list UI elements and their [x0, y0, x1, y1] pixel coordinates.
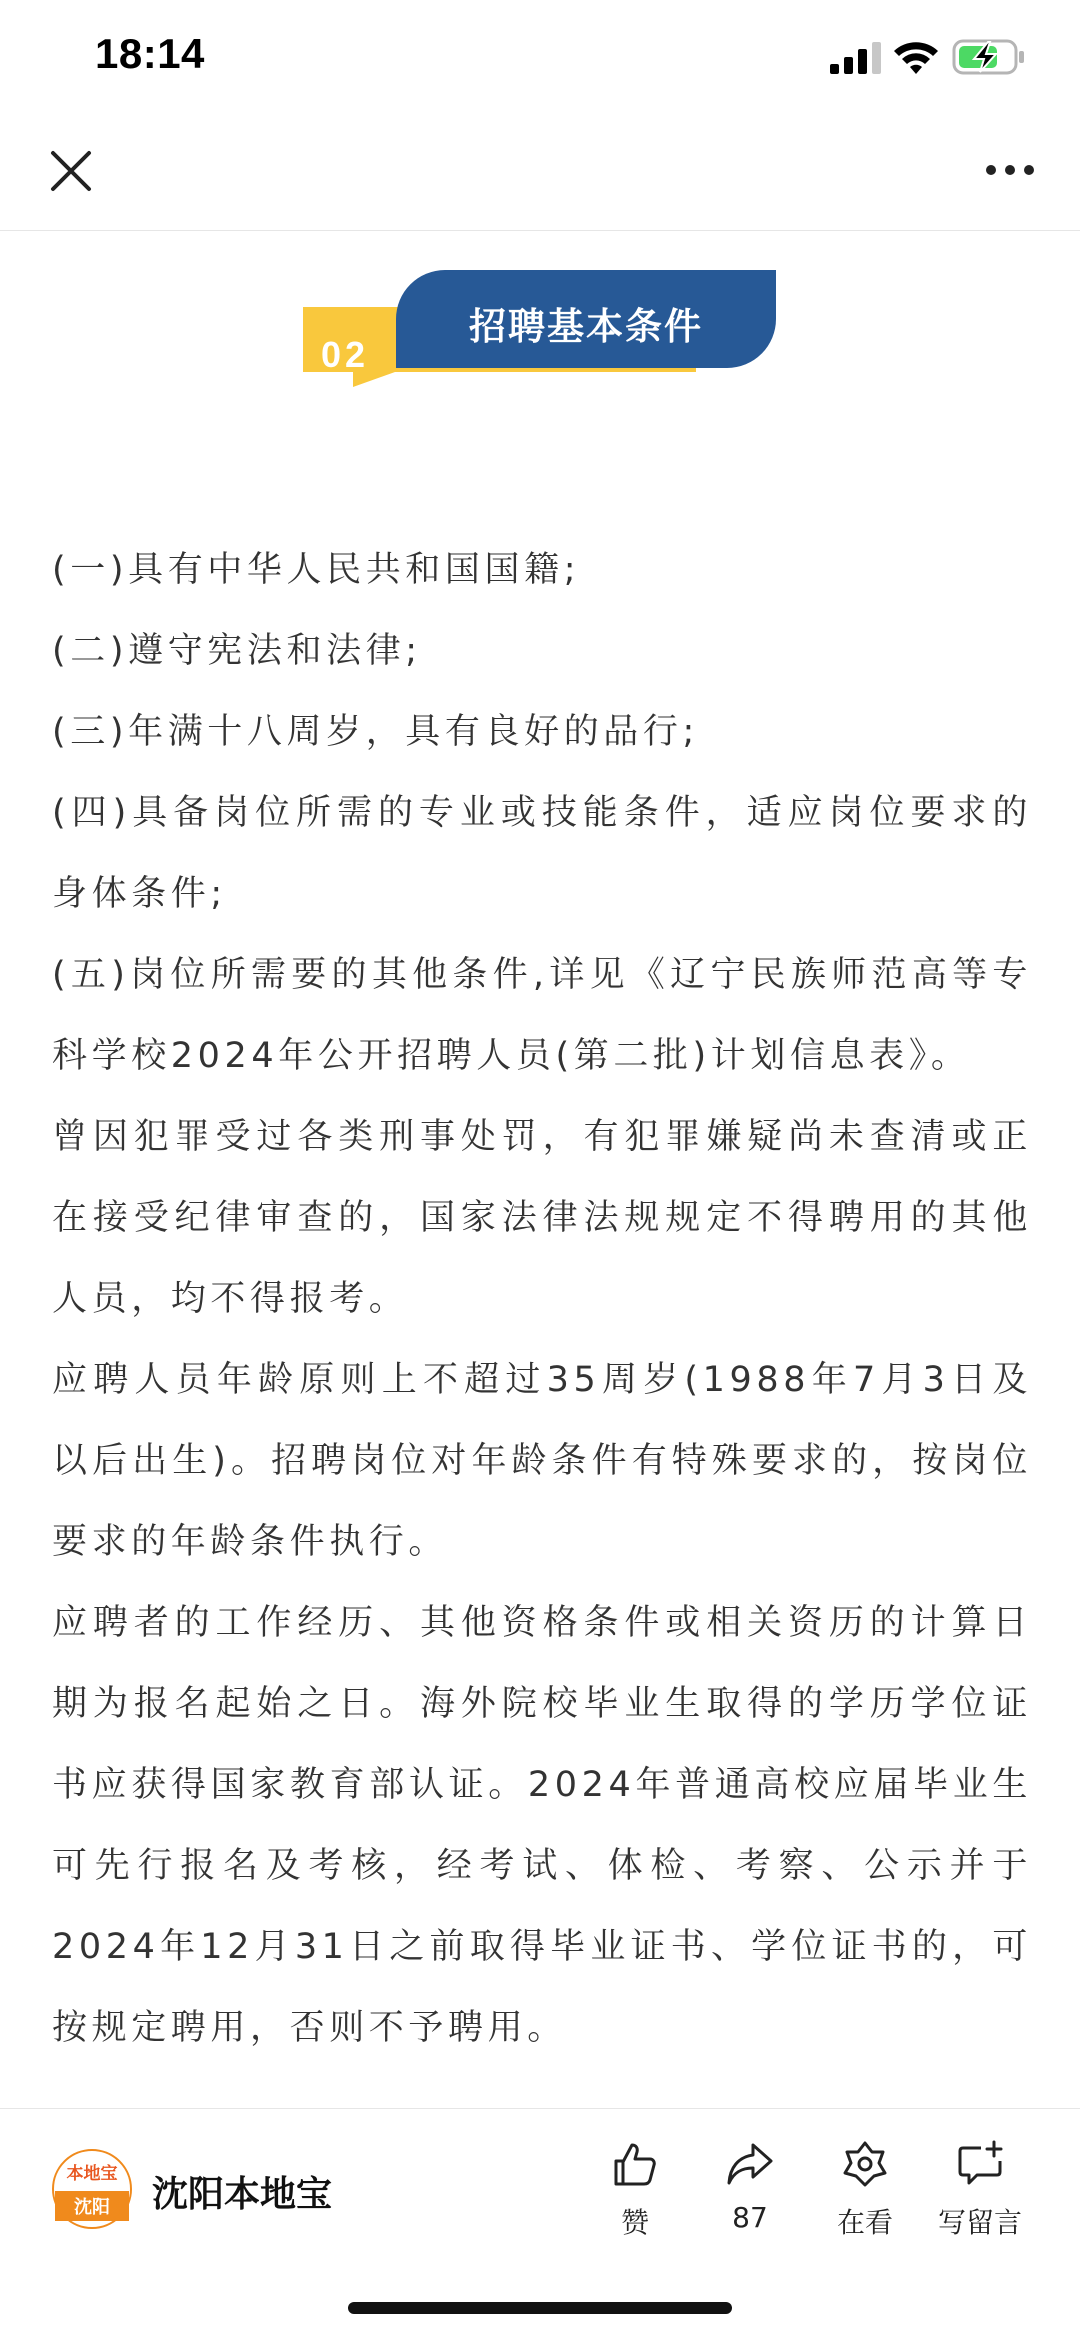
banner-title-pill [396, 270, 776, 368]
flower-watching-icon [840, 2139, 890, 2189]
battery-charging-icon [952, 38, 1026, 76]
logo-text-bottom: 沈阳 [74, 2197, 110, 2218]
share-arrow-icon [725, 2139, 775, 2189]
wifi-icon [892, 38, 940, 76]
paragraph-age-conduct: (三)年满十八周岁，具有良好的品行; [52, 712, 699, 752]
account-avatar[interactable] [52, 2149, 132, 2229]
paragraph-qualifications: 应聘者的工作经历、其他资格条件或相关资历的计算日期为报名起始之日。海外院校毕业生取得的学历学位证书应获得国家教育部认证。2024年普通高校应届毕业生可先行报名及考核，经考试、体检、考察、公示并于2024年12月31日之前取得毕业证书、学位证书的，可按规定聘用，否则不予聘用。 [52, 1603, 1032, 2048]
nav-bar [0, 112, 1080, 231]
paragraph-law: (二)遵守宪法和法律; [52, 631, 422, 671]
logo-text-top: 本地宝 [66, 2164, 118, 2184]
watching-button[interactable] [805, 2139, 925, 2241]
paragraph-age-limit: 应聘人员年龄原则上不超过35周岁(1988年7月3日及以后出生)。招聘岗位对年龄条件有特殊要求的，按岗位要求的年龄条件执行。 [52, 1360, 1032, 1562]
home-indicator[interactable] [348, 2302, 732, 2314]
like-button[interactable] [575, 2139, 695, 2241]
section-title: 招聘基本条件 [469, 305, 703, 348]
close-icon[interactable] [48, 148, 94, 194]
watching-label: 在看 [836, 2206, 893, 2239]
section-number: 02 [321, 334, 370, 375]
thumbs-up-icon [610, 2139, 660, 2189]
comment-add-icon [955, 2139, 1005, 2189]
share-count: 87 [732, 2201, 768, 2234]
comment-button[interactable] [920, 2139, 1040, 2241]
cellular-signal-icon [830, 42, 884, 74]
paragraph-skills: (四)具备岗位所需的专业或技能条件，适应岗位要求的身体条件; [52, 793, 1032, 914]
section-banner [303, 270, 779, 420]
share-button[interactable] [690, 2139, 810, 2234]
article-body [52, 530, 1032, 2069]
more-options-icon[interactable] [985, 160, 1035, 180]
like-label: 赞 [620, 2206, 649, 2239]
paragraph-nationality: (一)具有中华人民共和国国籍; [52, 550, 581, 590]
status-time: 18:14 [95, 30, 205, 77]
status-bar [0, 0, 1080, 112]
comment-label: 写留言 [937, 2206, 1022, 2239]
paragraph-other-conditions: (五)岗位所需要的其他条件,详见《辽宁民族师范高等专科学校2024年公开招聘人员(第二批)计划信息表》。 [52, 955, 1032, 1076]
paragraph-exclusions: 曾因犯罪受过各类刑事处罚，有犯罪嫌疑尚未查清或正在接受纪律审查的，国家法律法规规定不得聘用的其他人员，均不得报考。 [52, 1117, 1032, 1319]
account-name[interactable]: 沈阳本地宝 [152, 2174, 333, 2215]
